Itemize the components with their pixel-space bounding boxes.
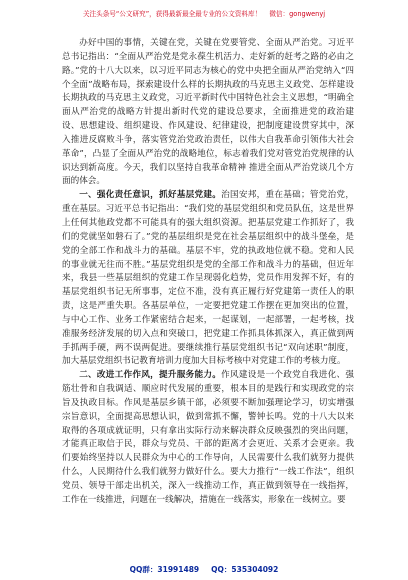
paragraph-section-2 [62,369,354,507]
header-wechat-text: 微信：gongwenyj [269,10,326,18]
document-body [62,37,354,508]
footer-qq-group: QQ群：31991489 [129,565,200,574]
page-header [0,8,408,22]
paragraph-intro [62,37,354,189]
paragraph-section-1 [62,189,354,369]
section-1-text: 治国安邦，重在基础；管党治党，重在基层。习近平总书记指出：“我们党的基层党组织和党员队伍，这是世界上任何其他政党都不可能具有的强大组织资源。把基层党建工作抓好了，我们的党就坚如磐石了。”党的基层组织是党在社会基层组织中的战斗堡垒，是党的全部工作和战斗力的基础。基层不牢，党的执政地位就不稳。党和人民的事业就无往而不胜。”基层党组织是党的全部工作和战斗力的基础，但近年来，我县一些基层组织的党建工作呈现弱化趋势，党员作用发挥不好，有的基层党组织书记无所事事，定位不准，没有真正履行好党建第一责任人的职责，这是严重失职。各基层单位，一定要把党建工作摆在更加突出的位置，与中心工作、业务工作紧密结合起来，一起谋划，一起部署，一起考核，找准服务经济发展的切入点和突破口，把党建工作抓具体抓深入，真正做到两手抓两手硬，两不误两促进。要继续推行基层党组织书记“双向述职”制度，加大基层党组织书记教育培训力度加大目标考核中对党建工作的考核力度。 [62,190,354,367]
footer-qq-number: QQ：535304092 [211,565,279,574]
header-promo-text: 关注头条号“公文研究”，获得最新最全最专业的公文资料库！ [82,10,262,18]
section-2-heading: 二、改进工作作风，提升服务能力。 [79,370,222,381]
page-footer [0,564,408,576]
header-separator [264,10,266,18]
paragraph-intro-text: 办好中国的事情，关键在党，关键在党要管党、全面从严治党。习近平总书记指出：“全面从严治党是党永葆生机活力、走好新的赶考之路的必由之路。”党的十八大以来，以习近平同志为核心的党中央把全面从严治党纳入“四个全面”战略布局，探索建设什么样的长期执政的马克思主义政党、怎样建设长期执政的马克思主义政党，习近平新时代中国特色社会主义思想，“明确全面从严治党的战略方针提出新时代党的建设总要求，全面推进党的政治建设、思想建设、组织建设、作风建设、纪律建设，把制度建设贯穿其中，深入推进反腐败斗争，落实管党治党政治责任，以伟大自我革命引领伟大社会革命”，凸显了全面从严治党的战略地位，标志着我们党对管党治党规律的认识达到新高度。今天，我们以坚持自我革命精神 推进全面从严治党谈几个方面的体会。 [62,38,354,187]
section-1-heading: 一、强化责任意识，抓好基层党建。 [79,190,222,201]
section-2-text: 作风建设是一个政党自我进化、强筋壮骨和自我调适、顺应时代发展的重要，根本目的是践行和实现政党的宗旨及执政目标。作风是基层乡镇干部，必须要不断加强理论学习，切实增强宗旨意识，全面提高思想认识，做到常抓不懈，警钟长鸣。党的十八大以来取得的各项成就证明，只有拿出实际行动来解决群众反映强烈的突出问题，才能真正取信于民，群众与党员、干部的距离才会更近、关系才会更亲。我们要始终坚持以人民群众为中心的工作导向，人民需要什么我们就努力提供什么，人民期待什么我们就努力做好什么。要大力推行“一线工作法”，组织党员、领导干部走出机关，深入一线推动工作，真正做到领导在一线指挥，工作在一线推进，问题在一线解决，措施在一线落实，形象在一线树立。要 [62,370,354,505]
